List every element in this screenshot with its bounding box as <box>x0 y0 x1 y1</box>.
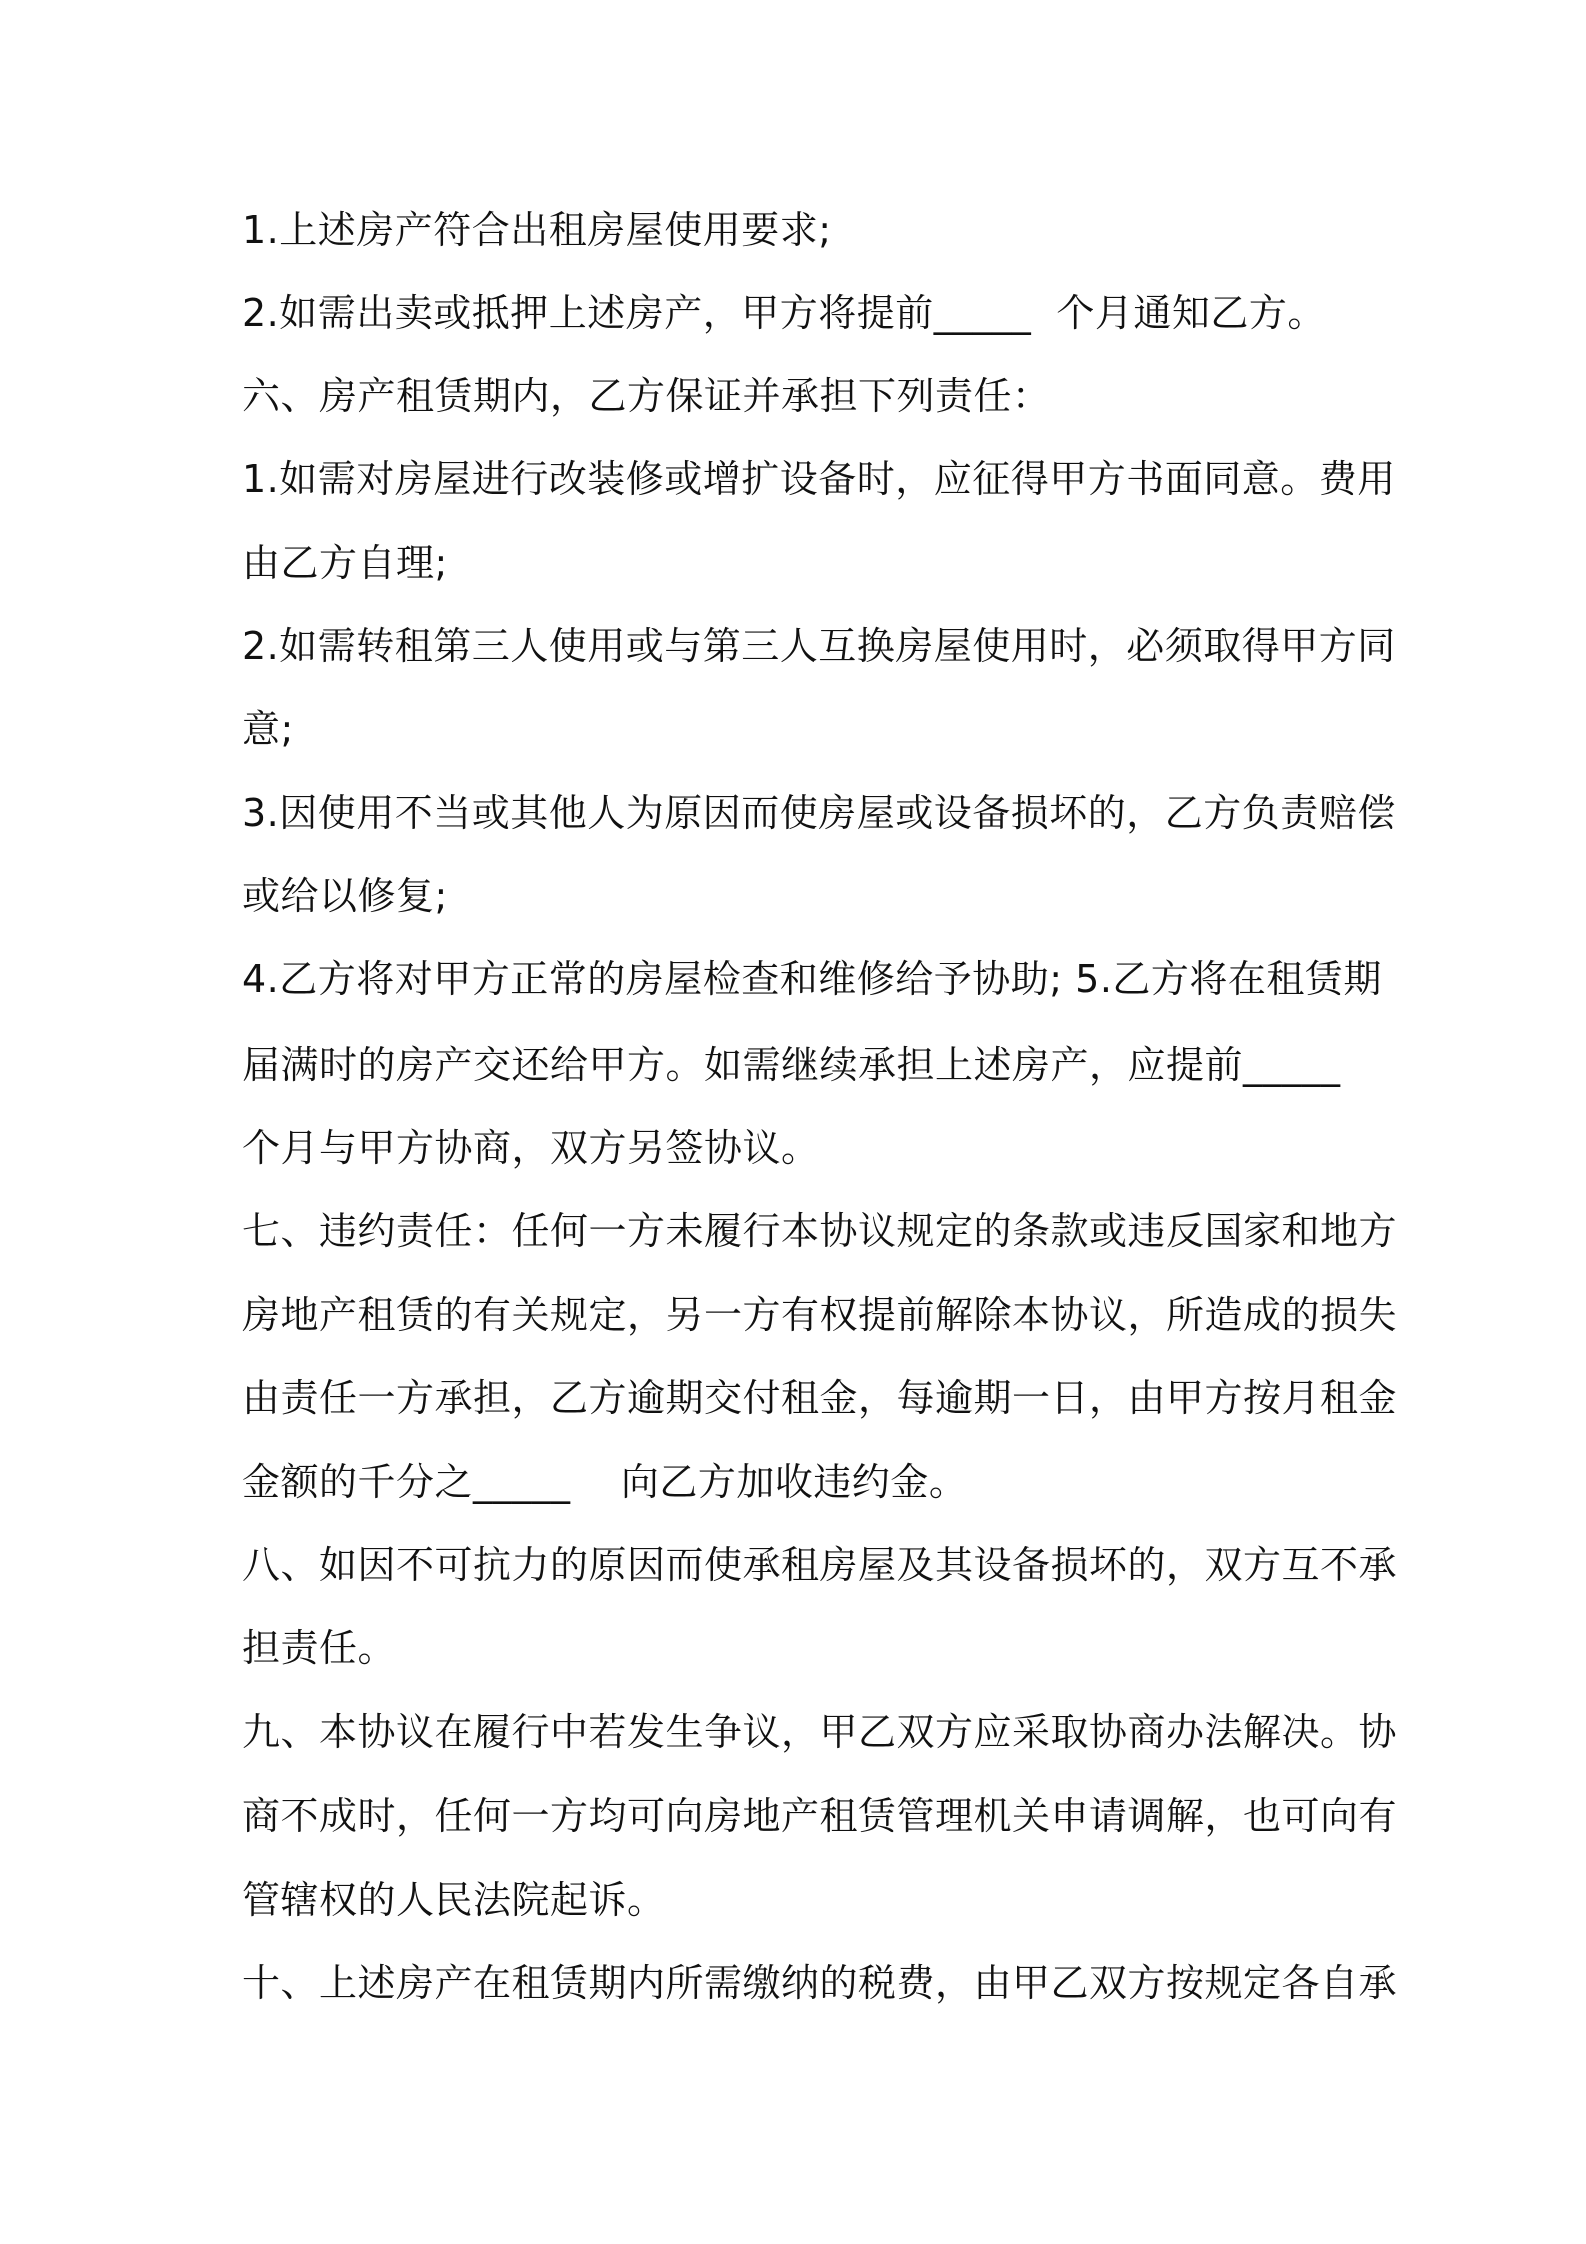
text-line: 房地产租赁的有关规定，另一方有权提前解除本协议，所造成的损失 <box>242 1293 1398 1337</box>
text-line: 1.上述房产符合出租房屋使用要求; <box>242 208 832 252</box>
text-line: 九、本协议在履行中若发生争议，甲乙双方应采取协商办法解决。协 <box>242 1710 1398 1754</box>
text-line: 届满时的房产交还给甲方。如需继续承担上述房产，应提前_____ <box>242 1043 1341 1087</box>
text-line: 金额的千分之_____ 向乙方加收违约金。 <box>242 1460 968 1504</box>
text-line: 由乙方自理; <box>242 541 448 585</box>
text-line: 十、上述房产在租赁期内所需缴纳的税费，由甲乙双方按规定各自承 <box>242 1961 1398 2005</box>
text-line: 管辖权的人民法院起诉。 <box>242 1878 666 1922</box>
text-line: 个月与甲方协商，双方另签协议。 <box>242 1126 820 1170</box>
text-line: 4.乙方将对甲方正常的房屋检查和维修给予协助; 5.乙方将在租赁期 <box>242 957 1382 1001</box>
text-line: 六、房产租赁期内，乙方保证并承担下列责任： <box>242 374 1051 418</box>
text-line: 3.因使用不当或其他人为原因而使房屋或设备损坏的，乙方负责赔偿 <box>242 791 1396 835</box>
text-line: 意; <box>242 707 294 751</box>
text-line: 商不成时，任何一方均可向房地产租赁管理机关申请调解，也可向有 <box>242 1794 1398 1838</box>
text-line: 由责任一方承担，乙方逾期交付租金，每逾期一日，由甲方按月租金 <box>242 1376 1398 1420</box>
text-line: 2.如需出卖或抵押上述房产，甲方将提前_____ 个月通知乙方。 <box>242 291 1326 335</box>
text-line: 担责任。 <box>242 1626 397 1670</box>
text-line: 八、如因不可抗力的原因而使承租房屋及其设备损坏的，双方互不承 <box>242 1543 1398 1587</box>
text-line: 2.如需转租第三人使用或与第三人互换房屋使用时，必须取得甲方同 <box>242 624 1396 668</box>
text-line: 或给以修复; <box>242 874 448 918</box>
text-line: 七、违约责任：任何一方未履行本协议规定的条款或违反国家和地方 <box>242 1209 1398 1253</box>
text-line: 1.如需对房屋进行改装修或增扩设备时，应征得甲方书面同意。费用 <box>242 457 1396 501</box>
